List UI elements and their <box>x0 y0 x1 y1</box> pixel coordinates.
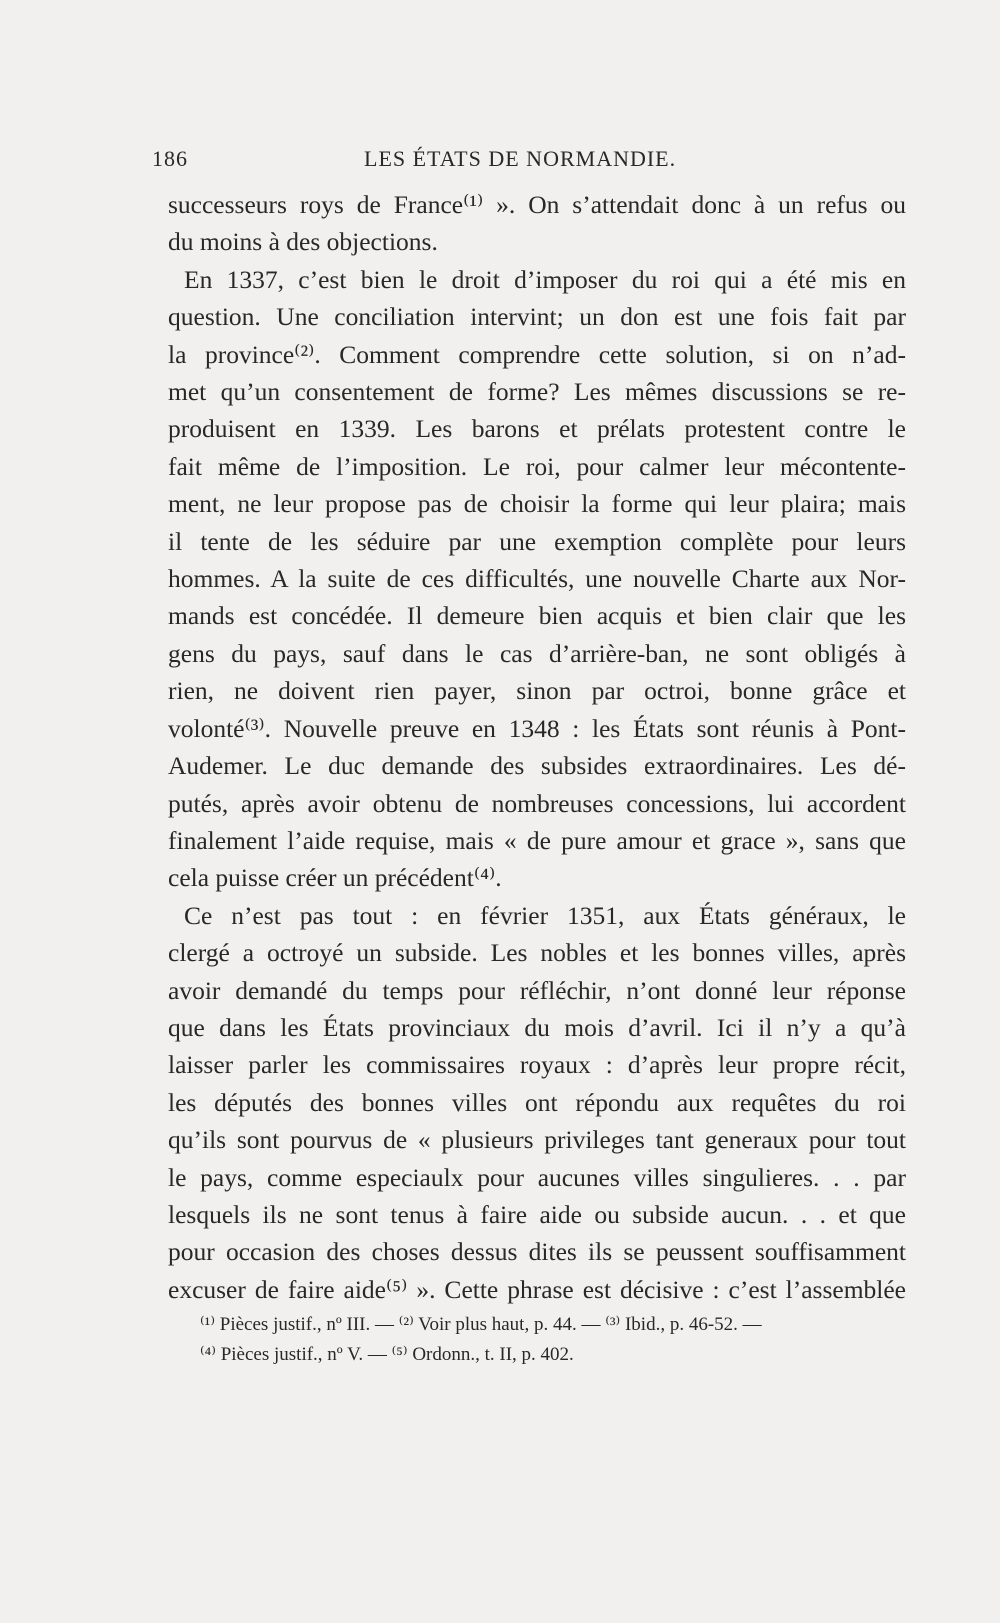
footnotes <box>200 1310 910 1370</box>
body-text <box>168 186 906 1308</box>
text-line: ment, ne leur propose pas de choisir la forme qui leur plaira; mais <box>168 489 906 519</box>
text-line: du moins à des objections. <box>168 227 438 257</box>
footnote-line: ⁽¹⁾ Pièces justif., nº III. — ⁽²⁾ Voir plus haut, p. 44. — ⁽³⁾ Ibid., p. 46-52. — <box>200 1314 762 1335</box>
text-line: laisser parler les commissaires royaux : d’après leur propre récit, <box>168 1050 906 1080</box>
running-head <box>152 146 812 176</box>
text-line: finalement l’aide requise, mais « de pure amour et grace », sans que <box>168 825 906 855</box>
text-line: qu’ils sont pourvus de « plusieurs privileges tant generaux pour tout <box>168 1125 906 1155</box>
text-line: volonté⁽³⁾. Nouvelle preuve en 1348 : les États sont réunis à Pont- <box>168 713 906 743</box>
text-line: produisent en 1339. Les barons et prélats protestent contre le <box>168 414 906 444</box>
text-line: cela puisse créer un précédent⁽⁴⁾. <box>168 863 502 893</box>
text-line: mands est concédée. Il demeure bien acquis et bien clair que les <box>168 601 906 631</box>
text-line: les députés des bonnes villes ont répondu aux requêtes du roi <box>168 1087 906 1117</box>
text-line: excuser de faire aide⁽⁵⁾ ». Cette phrase est décisive : c’est l’assemblée <box>168 1274 906 1304</box>
text-line: rien, ne doivent rien payer, sinon par octroi, bonne grâce et <box>168 676 906 706</box>
footnote-line: ⁽⁴⁾ Pièces justif., nº V. — ⁽⁵⁾ Ordonn., t. II, p. 402. <box>200 1344 574 1365</box>
text-line: hommes. A la suite de ces difficultés, une nouvelle Charte aux Nor- <box>168 564 906 594</box>
text-line: met qu’un consentement de forme? Les mêmes discussions se re- <box>168 377 906 407</box>
text-line: putés, après avoir obtenu de nombreuses concessions, lui accordent <box>168 788 906 818</box>
text-line: il tente de les séduire par une exemption complète pour leurs <box>168 526 906 556</box>
text-line: Ce n’est pas tout : en février 1351, aux États généraux, le <box>184 900 906 930</box>
text-line: En 1337, c’est bien le droit d’imposer du roi qui a été mis en <box>184 264 906 294</box>
text-line: clergé a octroyé un subside. Les nobles et les bonnes villes, après <box>168 938 906 968</box>
text-line: successeurs roys de France⁽¹⁾ ». On s’attendait donc à un refus ou <box>168 190 906 219</box>
text-line: la province⁽²⁾. Comment comprendre cette solution, si on n’ad- <box>168 339 906 369</box>
page-number: 186 <box>152 146 188 171</box>
text-line: lesquels ils ne sont tenus à faire aide ou subside aucun. . . et que <box>168 1199 906 1229</box>
text-line: fait même de l’imposition. Le roi, pour calmer leur mécontente- <box>168 451 906 481</box>
text-line: question. Une conciliation intervint; un don est une fois fait par <box>168 302 906 332</box>
text-line: avoir demandé du temps pour réfléchir, n’ont donné leur réponse <box>168 975 906 1005</box>
running-title: LES ÉTATS DE NORMANDIE. <box>364 146 677 171</box>
text-line: Audemer. Le duc demande des subsides extraordinaires. Les dé- <box>168 751 906 781</box>
text-line: que dans les États provinciaux du mois d’avril. Ici il n’y a qu’à <box>168 1012 906 1042</box>
text-line: le pays, comme especiaulx pour aucunes villes singulieres. . . par <box>168 1162 906 1192</box>
text-line: gens du pays, sauf dans le cas d’arrière-ban, ne sont obligés à <box>168 638 906 668</box>
text-line: pour occasion des choses dessus dites ils se peussent souffisamment <box>168 1237 906 1267</box>
